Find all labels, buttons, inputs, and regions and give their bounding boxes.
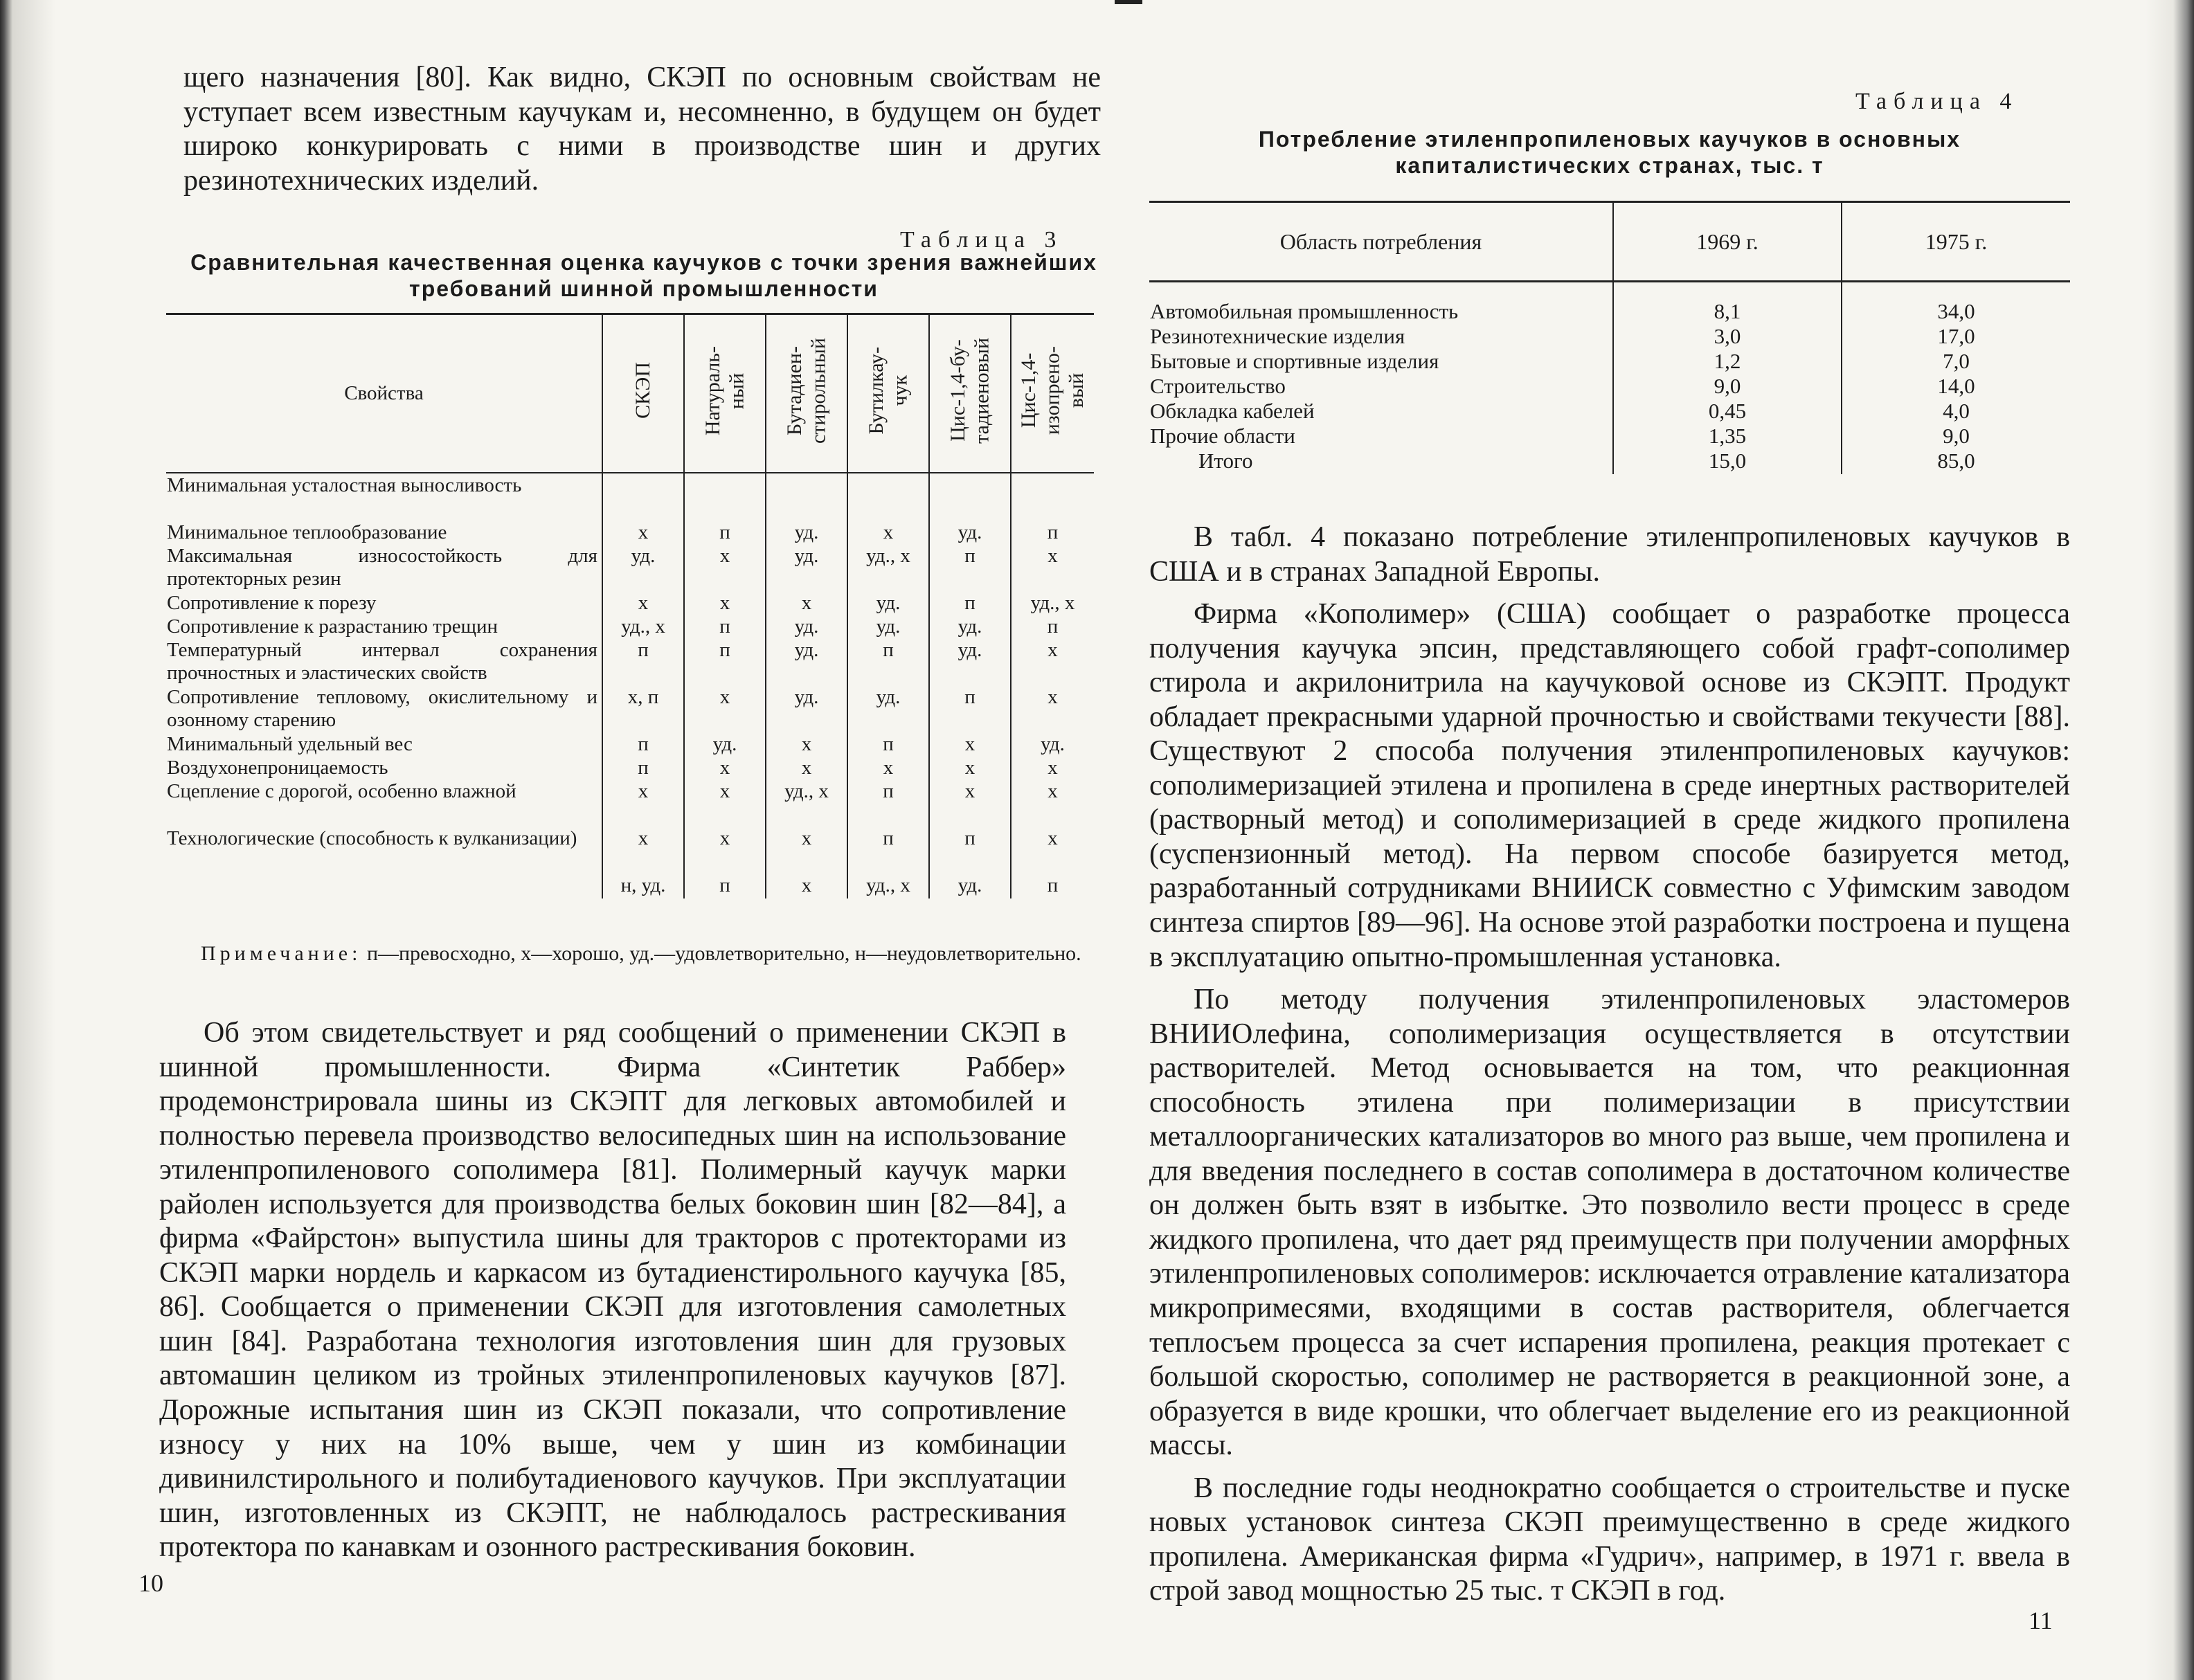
table4-value-1969: 15,0 bbox=[1708, 449, 1747, 473]
table3-mark bbox=[930, 474, 1009, 521]
table3-mark: х bbox=[719, 827, 730, 849]
right-paragraph-3: По методу получения этиленпропиленовых эластомеров ВНИИОлефина, сополимеризация осуществляется в отсутствии растворителей. Метод основывается на том, что реакционная способность этилена при полимеризации в присутствии металлоорганических катализаторов во много раз выше, чем пропилена и для введения последнего в состав сополимера в достаточном количестве он должен быть взят в избытке. Это позволило вести процесс в среде жидкого пропилена, что дает ряд преимуществ при получении аморфных этиленпропиленовых сополимеров: исключается отравление катализатора микропримесями, входящими в состав растворителя, облегчается теплосъем процесса за счет испарения пропилена, реакция протекает с большой скоростью, сополимер не растворяется в реакционной зоне, а образуется в виде крошки, что облегчает выделение его из реакционной массы. bbox=[1149, 984, 2070, 1462]
page-number-right: 11 bbox=[2029, 1607, 2053, 1634]
table3-mark bbox=[685, 474, 764, 521]
table4-value-1969: 1,2 bbox=[1714, 349, 1741, 373]
table3-mark bbox=[849, 474, 928, 521]
right-paragraph-1: В табл. 4 показано потребление этиленпропиленовых каучуков в США и в странах Западной Европы. bbox=[1149, 521, 2070, 588]
table3-mark: п bbox=[1047, 874, 1059, 896]
table3-mark: н, уд. bbox=[620, 874, 666, 896]
table3-mark: х bbox=[638, 827, 649, 849]
table4-area: Строительство bbox=[1150, 374, 1286, 398]
table3-mark: х bbox=[719, 686, 730, 708]
table3-mark: х bbox=[719, 780, 730, 802]
table3-marks-column-6 bbox=[1011, 473, 1094, 898]
table3-mark: х bbox=[1047, 827, 1058, 849]
table3-mark: уд., х bbox=[866, 874, 910, 896]
table3-mark: х bbox=[638, 592, 649, 614]
table3-marks-column-2 bbox=[684, 473, 766, 898]
table3-mark: х bbox=[719, 757, 730, 779]
table4-value-1969: 0,45 bbox=[1708, 399, 1747, 423]
table3-marks-column-1 bbox=[602, 473, 684, 898]
table3-header-col-1 bbox=[602, 314, 684, 473]
table3-mark: х bbox=[801, 827, 812, 849]
table3-header-label: Бутадиен- стирольный bbox=[782, 337, 829, 444]
table4-area: Резинотехнические изделия bbox=[1150, 324, 1405, 348]
table3-mark: х bbox=[1047, 780, 1058, 802]
table3-mark: п bbox=[719, 874, 730, 896]
book-spine-left bbox=[0, 0, 55, 1680]
table3-property: Воздухонепроницаемость bbox=[167, 757, 388, 779]
table4-area: Итого bbox=[1198, 449, 1253, 473]
table3-mark: х bbox=[1047, 686, 1058, 708]
table4-value-1969: 1,35 bbox=[1708, 424, 1747, 448]
table3-mark: п bbox=[883, 639, 894, 661]
table3-mark: п bbox=[883, 827, 894, 849]
table3-property: Температурный интервал сохранения прочностных и эластических свойств bbox=[167, 639, 597, 685]
table3-mark: уд. bbox=[957, 874, 982, 896]
table3-mark: п bbox=[883, 780, 894, 802]
table3-header-properties: Свойства bbox=[166, 314, 602, 473]
right-paragraphs bbox=[1149, 521, 2070, 1617]
intro-paragraph: щего назначения [80]. Как видно, СКЭП по основным свойствам не уступает всем известным каучукам и, несомненно, в будущем он будет широко конкурировать с ними в производстве шин и других резинотехнических изделий. bbox=[183, 62, 1101, 197]
table3-mark: х bbox=[801, 592, 812, 614]
table3-note-label: Примечание: bbox=[201, 942, 362, 965]
table3-header-label: Цис-1,4-бу- тадиеновый bbox=[946, 337, 993, 444]
table4-1969-column bbox=[1613, 282, 1842, 475]
table3-header-col-4 bbox=[847, 314, 929, 473]
table3-mark: уд. bbox=[957, 639, 982, 661]
table4-value-1969: 9,0 bbox=[1714, 374, 1741, 398]
table4-area: Обкладка кабелей bbox=[1150, 399, 1315, 423]
table3-mark: уд. bbox=[876, 592, 901, 614]
table3-property: Минимальный удельный вес bbox=[167, 733, 413, 755]
table3-mark: х bbox=[883, 521, 894, 543]
table3-mark: п bbox=[1047, 615, 1059, 638]
table3-properties-column bbox=[166, 473, 602, 898]
table3-header-col-6 bbox=[1011, 314, 1094, 473]
table3-mark bbox=[767, 474, 846, 521]
table3-header-col-5 bbox=[929, 314, 1011, 473]
table4 bbox=[1149, 201, 2070, 474]
table3-mark: п bbox=[719, 615, 730, 638]
right-paragraph-2: Фирма «Кополимер» (США) сообщает о разработке процесса получения каучука эпсин, представляющего собой графт-сополимер стирола и акрилонитрила на каучуковой основе из СКЭПТ. Продукт обладает прекрасными ударной прочностью и свойствами текучести [88]. Существуют 2 способа получения этиленпропиленовых каучуков: сополимеризацией этилена и пропилена в среде инертных растворителей (растворный метод) и сополимеризацией в среде жидкого пропилена (суспензионный метод). На первом способе базируется метод, разработанный сотрудниками ВНИИСК совместно с Уфимским заводом синтеза спиртов [89—96]. На основе этой разработки построена и пущена в эксплуатацию опытно-промышленная установка. bbox=[1149, 598, 2070, 973]
table3-property: Минимальное теплообразование bbox=[167, 521, 447, 543]
table3-mark: уд. bbox=[1041, 733, 1065, 755]
table4-value-1969: 3,0 bbox=[1714, 324, 1741, 348]
table3-mark: уд. bbox=[794, 545, 819, 567]
table3-marks-column-4 bbox=[847, 473, 929, 898]
table3-mark: х bbox=[638, 780, 649, 802]
table3-mark: х bbox=[801, 733, 812, 755]
table3-mark: уд. bbox=[957, 615, 982, 638]
table3-header-label: СКЭП bbox=[631, 362, 654, 419]
page-edge-right bbox=[2146, 0, 2194, 1680]
table3-marks-column-3 bbox=[766, 473, 847, 898]
right-paragraph-4: В последние годы неоднократно сообщается о строительстве и пуске новых установок синтеза СКЭП преимущественно в среде жидкого пропилена. Американская фирма «Гудрич», например, в 1971 г. ввела в строй завод мощностью 25 тыс. т СКЭП в год. bbox=[1149, 1472, 2070, 1607]
table3-mark: уд. bbox=[957, 521, 982, 543]
table4-1975-column bbox=[1842, 282, 2070, 475]
table3-header-col-2 bbox=[684, 314, 766, 473]
table4-value-1975: 14,0 bbox=[1937, 374, 1975, 398]
table3-mark: п bbox=[964, 545, 975, 567]
table4-header-1975: 1975 г. bbox=[1842, 202, 2070, 282]
table3-mark: п bbox=[1047, 521, 1059, 543]
table3-property: Сопротивление к порезу bbox=[167, 592, 377, 614]
table3-header-label: Цис-1,4- изопрено- вый bbox=[1016, 346, 1088, 435]
table3-mark: уд. bbox=[631, 545, 656, 567]
table3-property: Сцепление с дорогой, особенно влажной bbox=[167, 780, 516, 802]
table3-header-label: Бутилкау- чук bbox=[864, 347, 911, 435]
table3-mark: х bbox=[964, 780, 975, 802]
table3-mark: уд. bbox=[794, 686, 819, 708]
table3-mark: уд. bbox=[794, 521, 819, 543]
table3-mark: х bbox=[719, 592, 730, 614]
table3-mark: уд., х bbox=[621, 615, 665, 638]
table3-mark: уд. bbox=[712, 733, 737, 755]
table3-property: Сопротивление тепловому, окислительному и озонному старению bbox=[167, 686, 597, 732]
table3-mark bbox=[604, 474, 683, 521]
table3-mark: п bbox=[719, 521, 730, 543]
table4-header-area: Область потребления bbox=[1149, 202, 1613, 282]
right-page bbox=[1149, 0, 2077, 1680]
table4-area: Бытовые и спортивные изделия bbox=[1150, 349, 1439, 373]
table3-header-label: Натураль- ный bbox=[701, 345, 748, 435]
table3-number: Таблица 3 bbox=[900, 227, 1063, 253]
table3-mark: х bbox=[719, 545, 730, 567]
table3-mark: п bbox=[719, 639, 730, 661]
table4-title: Потребление этиленпропиленовых каучуков в основных капиталистических странах, тыс. т bbox=[1258, 127, 1961, 179]
table3-mark: х bbox=[801, 757, 812, 779]
table3-mark: п bbox=[964, 686, 975, 708]
table3-mark: п bbox=[964, 827, 975, 849]
table3-mark bbox=[1012, 474, 1093, 521]
table3-mark: уд. bbox=[794, 639, 819, 661]
table3-mark: п bbox=[883, 733, 894, 755]
table3-mark: уд., х bbox=[784, 780, 829, 802]
table4-value-1975: 9,0 bbox=[1943, 424, 1970, 448]
left-paragraph-2: Об этом свидетельствует и ряд сообщений о применении СКЭП в шинной промышленности. Фирма «Синтетик Раббер» продемонстрировала шины из СКЭПТ для легковых автомобилей и полностью перевела производство велосипедных шин на использование этиленпропиленового сополимера [81]. Полимерный каучук марки райолен используется для производства белых боковин шин [82—84], а фирма «Файрстон» выпустила шины для тракторов с протекторами из СКЭП марки нордель и каркасом из бутадиенстирольного каучука [85, 86]. Сообщается о применении СКЭП для изготовления самолетных шин [84]. Разработана технология изготовления шин для грузовых автомашин целиком из тройных этиленпропиленовых каучуков [87]. Дорожные испытания шин из СКЭП показали, что сопротивление износу у них на 10% выше, чем у шин из комбинации дивинилстирольного и полибутадиенового каучуков. При эксплуатации шин, изготовленных из СКЭПТ, не наблюдалось растрескивания протектора по канавкам и озонного растрескивания боковин. bbox=[159, 1017, 1066, 1564]
table3-mark: п bbox=[638, 639, 649, 661]
table4-value-1975: 34,0 bbox=[1937, 299, 1975, 323]
table3-property: Минимальная усталостная выносливость bbox=[167, 474, 522, 496]
table3-mark: уд. bbox=[876, 686, 901, 708]
table4-area: Автомобильная промышленность bbox=[1150, 299, 1459, 323]
table3-property: Максимальная износостойкость для протекторных резин bbox=[167, 545, 597, 590]
page-number-left: 10 bbox=[138, 1569, 163, 1597]
table3-mark: уд. bbox=[876, 615, 901, 638]
table3-mark: х bbox=[964, 757, 975, 779]
table4-header-1969: 1969 г. bbox=[1613, 202, 1842, 282]
table3-mark: х bbox=[1047, 639, 1058, 661]
table3-note-text: п—превосходно, х—хорошо, уд.—удовлетворительно, н—неудовлетворительно. bbox=[366, 942, 1081, 965]
table3-mark: х bbox=[1047, 757, 1058, 779]
table4-number: Таблица 4 bbox=[1855, 89, 2019, 114]
table4-value-1975: 85,0 bbox=[1937, 449, 1975, 473]
table4-area-column bbox=[1149, 282, 1613, 475]
table3-mark: х bbox=[638, 521, 649, 543]
table4-value-1975: 7,0 bbox=[1943, 349, 1970, 373]
table3 bbox=[166, 313, 1094, 898]
table3-title: Сравнительная качественная оценка каучуков с точки зрения важнейших требований шинной промышленности bbox=[190, 250, 1097, 302]
table3-property bbox=[167, 874, 597, 898]
table3-mark: х bbox=[964, 733, 975, 755]
table3-mark: уд., х bbox=[1030, 592, 1075, 614]
table4-value-1975: 17,0 bbox=[1937, 324, 1975, 348]
table3-property: Технологические (способность к вулканизации) bbox=[167, 827, 577, 849]
table3-mark: х bbox=[801, 874, 812, 896]
table4-area: Прочие области bbox=[1150, 424, 1295, 448]
table3-property: Сопротивление к разрастанию трещин bbox=[167, 615, 498, 638]
table3-mark: уд. bbox=[794, 615, 819, 638]
table3-marks-column-5 bbox=[929, 473, 1011, 898]
table3-note bbox=[201, 941, 1101, 966]
scan-artifact bbox=[1115, 0, 1142, 4]
table3-header-col-3 bbox=[766, 314, 847, 473]
table4-value-1969: 8,1 bbox=[1714, 299, 1741, 323]
table4-value-1975: 4,0 bbox=[1943, 399, 1970, 423]
left-page bbox=[138, 0, 1101, 1680]
table3-mark: п bbox=[638, 757, 649, 779]
table3-mark: х bbox=[883, 757, 894, 779]
table3-mark: х bbox=[1047, 545, 1058, 567]
table3-mark: п bbox=[964, 592, 975, 614]
table3-mark: х, п bbox=[627, 686, 659, 708]
table3-mark: уд., х bbox=[866, 545, 910, 567]
table3-mark: п bbox=[638, 733, 649, 755]
